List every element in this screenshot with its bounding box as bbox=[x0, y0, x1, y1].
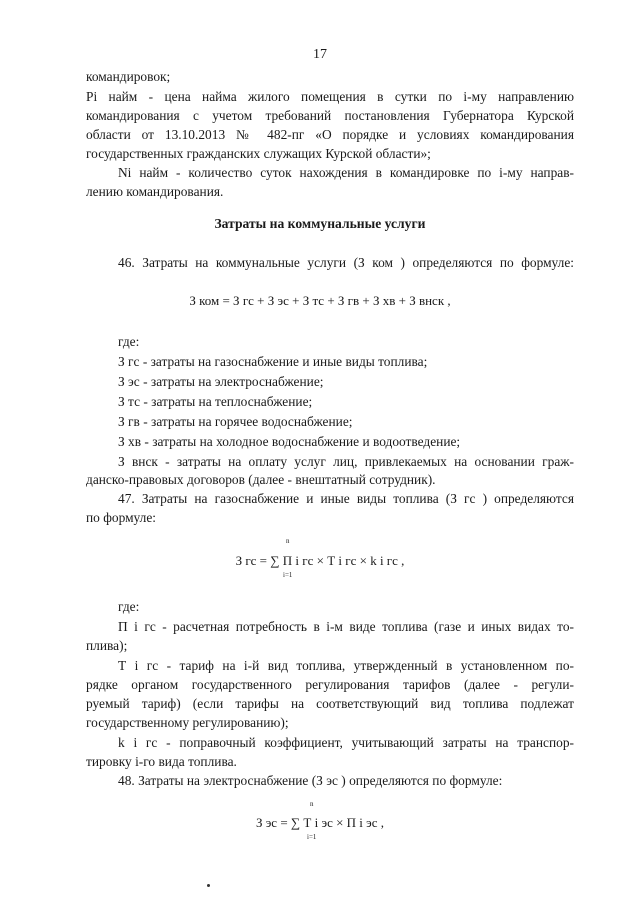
text-line: государственных гражданских служащих Курской области»; bbox=[86, 146, 431, 161]
text-line: Nі найм - количество суток нахождения в командировке по i-му направ- bbox=[118, 165, 574, 180]
sum-upper-limit: n bbox=[310, 800, 314, 808]
where-label: где: bbox=[118, 334, 140, 349]
text-line: Pі найм - цена найма жилого помещения в сутки по i-му направлению bbox=[86, 89, 574, 104]
formula-48-text: З эс = ∑ Т i эс × П i эс , bbox=[255, 815, 385, 830]
page-number: 17 bbox=[313, 47, 327, 62]
definition-line: З хв - затраты на холодное водоснабжение и водоотведение; bbox=[118, 434, 461, 449]
definition-line: k i гс - поправочный коэффициент, учитывающий затраты на транспор- bbox=[118, 735, 574, 750]
paragraph-46: 46. Затраты на коммунальные услуги (З ком ) определяются по формуле: bbox=[118, 255, 574, 270]
text-line: области от 13.10.2013 № 482-пг «О порядке и условиях командирования bbox=[86, 127, 574, 142]
definition-line: Т i гс - тариф на i-й вид топлива, утвержденный в установленном по- bbox=[118, 658, 574, 673]
definition-line: рядке органом государственного регулирования тарифов (далее - регули- bbox=[86, 677, 574, 692]
definition-line: тировку i-го вида топлива. bbox=[86, 754, 237, 769]
definition-line: руемый тариф) (если тарифы на соответствующий вид топлива подлежат bbox=[86, 696, 574, 711]
definition-line: З гв - затраты на горячее водоснабжение; bbox=[118, 414, 353, 429]
formula-48 bbox=[0, 815, 640, 831]
formula-47-text: З гс = ∑ П i гс × Т i гс × k i гс , bbox=[235, 553, 405, 568]
text-line: лению командирования. bbox=[86, 184, 224, 199]
definition-line: З тс - затраты на теплоснабжение; bbox=[118, 394, 313, 409]
definition-line: З внск - затраты на оплату услуг лиц, привлекаемых на основании граж- bbox=[118, 454, 574, 469]
paragraph-47: 47. Затраты на газоснабжение и иные виды топлива (З гс ) определяются bbox=[118, 491, 574, 506]
paragraph-48: 48. Затраты на электроснабжение (З эс ) определяются по формуле: bbox=[118, 773, 503, 788]
formula-46: З ком = З гс + З эс + З тс + З гв + З хв + З внск , bbox=[189, 293, 451, 308]
definition-line: П i гс - расчетная потребность в i-м виде топлива (газе и иных видах то- bbox=[118, 619, 574, 634]
definition-line: З эс - затраты на электроснабжение; bbox=[118, 374, 324, 389]
definition-line: плива); bbox=[86, 638, 128, 653]
paragraph-47-cont: по формуле: bbox=[86, 510, 156, 525]
text-line: командировок; bbox=[86, 69, 171, 84]
formula-47 bbox=[0, 553, 640, 569]
text-line: командирования с учетом требований постановления Губернатора Курской bbox=[86, 108, 574, 123]
sum-lower-limit: i=1 bbox=[283, 571, 293, 579]
section-heading: Затраты на коммунальные услуги bbox=[214, 216, 426, 231]
definition-line: данско-правовых договоров (далее - внештатный сотрудник). bbox=[86, 472, 436, 487]
sum-upper-limit: n bbox=[286, 537, 290, 545]
stray-mark bbox=[207, 884, 210, 887]
where-label: где: bbox=[118, 599, 140, 614]
definition-line: государственному регулированию); bbox=[86, 715, 289, 730]
definition-line: З гс - затраты на газоснабжение и иные виды топлива; bbox=[118, 354, 428, 369]
sum-lower-limit: i=1 bbox=[307, 833, 317, 841]
